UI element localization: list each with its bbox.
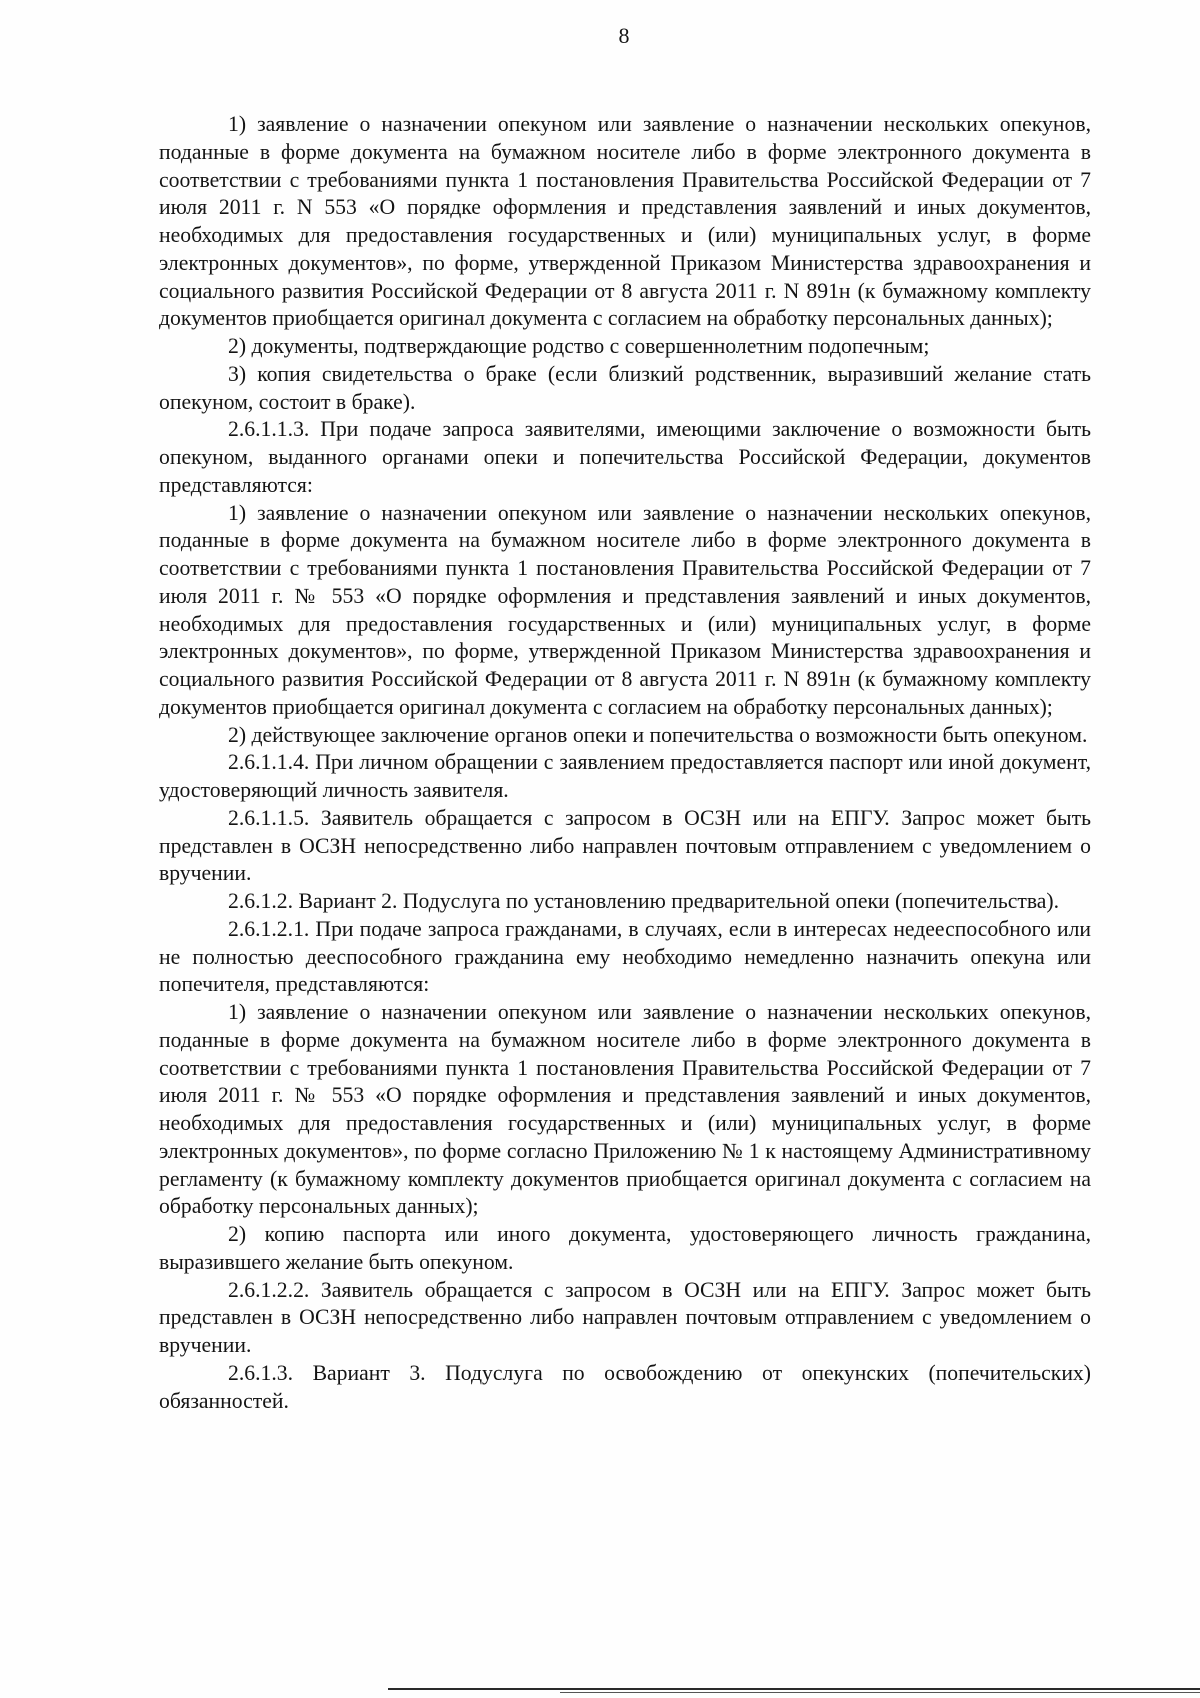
- document-body: [159, 111, 1091, 1415]
- paragraph-item-1-application: 1) заявление о назначении опекуном или заявление о назначении нескольких опекунов, поданные в форме документа на бумажном носителе либо в форме электронного документа в соответствии с требованиями пункта 1 постановления Правительства Российской Федерации от 7 июля 2011 г. N 553 «О порядке оформления и представления заявлений и иных документов, необходимых для предоставления государственных и (или) муниципальных услуг, в форме электронных документов», по форме, утвержденной Приказом Министерства здравоохранения и социального развития Российской Федерации от 8 августа 2011 г. N 891н (к бумажному комплекту документов приобщается оригинал документа с согласием на обработку персональных данных);: [159, 112, 1091, 331]
- paragraph-2-6-1-3-variant-3: 2.6.1.3. Вариант 3. Подуслуга по освобождению от опекунских (попечительских) обязанностей.: [159, 1360, 1091, 1413]
- page-number: 8: [618, 23, 630, 48]
- paragraph-2-6-1-2-1: 2.6.1.2.1. При подаче запроса гражданами, в случаях, если в интересах недееспособного или не полностью дееспособного гражданина ему необходимо немедленно назначить опекуна или попечителя, представляются:: [159, 916, 1091, 997]
- paragraph-2-6-1-1-4: 2.6.1.1.4. При личном обращении с заявлением предоставляется паспорт или иной документ, удостоверяющий личность заявителя.: [159, 750, 1091, 802]
- paragraph-item-1-application-c: 1) заявление о назначении опекуном или заявление о назначении нескольких опекунов, поданные в форме документа на бумажном носителе либо в форме электронного документа в соответствии с требованиями пункта 1 постановления Правительства Российской Федерации от 7 июля 2011 г. № 553 «О порядке оформления и представления заявлений и иных документов, необходимых для предоставления государственных и (или) муниципальных услуг, в форме электронных документов», по форме согласно Приложению № 1 к настоящему Административному регламенту (к бумажному комплекту документов приобщается оригинал документа с согласием на обработку персональных данных);: [159, 1000, 1091, 1219]
- paragraph-2-6-1-2-2: 2.6.1.2.2. Заявитель обращается с запросом в ОСЗН или на ЕПГУ. Запрос может быть представлен в ОСЗН непосредственно либо направлен почтовым отправлением с уведомлением о вручении.: [159, 1277, 1091, 1357]
- paragraph-item-1-application-b: 1) заявление о назначении опекуном или заявление о назначении нескольких опекунов, поданные в форме документа на бумажном носителе либо в форме электронного документа в соответствии с требованиями пункта 1 постановления Правительства Российской Федерации от 7 июля 2011 г. № 553 «О порядке оформления и представления заявлений и иных документов, необходимых для предоставления государственных и (или) муниципальных услуг, в форме электронных документов», по форме, утвержденной Приказом Министерства здравоохранения и социального развития Российской Федерации от 8 августа 2011 г. N 891н (к бумажному комплекту документов приобщается оригинал документа с согласием на обработку персональных данных);: [159, 500, 1091, 719]
- paragraph-item-3-marriage-certificate: 3) копия свидетельства о браке (если близкий родственник, выразивший желание стать опекуном, состоит в браке).: [159, 361, 1091, 414]
- paragraph-2-6-1-1-5: 2.6.1.1.5. Заявитель обращается с запросом в ОСЗН или на ЕПГУ. Запрос может быть представлен в ОСЗН непосредственно либо направлен почтовым отправлением с уведомлением о вручении.: [159, 805, 1091, 886]
- paragraph-2-6-1-1-3: 2.6.1.1.3. При подаче запроса заявителями, имеющими заключение о возможности быть опекуном, выданного органами опеки и попечительства Российской Федерации, документов представляются:: [159, 417, 1091, 497]
- scan-edge-line-secondary: [560, 1692, 1200, 1693]
- scan-edge-line: [388, 1688, 1200, 1690]
- paragraph-item-2-conclusion: 2) действующее заключение органов опеки и попечительства о возможности быть опекуном.: [228, 722, 1088, 747]
- paragraph-item-2-passport-copy: 2) копию паспорта или иного документа, удостоверяющего личность гражданина, выразившего желание быть опекуном.: [159, 1222, 1091, 1274]
- paragraph-item-2-kinship-documents: 2) документы, подтверждающие родство с совершеннолетним подопечным;: [228, 334, 930, 358]
- paragraph-2-6-1-2-variant-2: 2.6.1.2. Вариант 2. Подуслуга по установлению предварительной опеки (попечительства).: [228, 889, 1060, 913]
